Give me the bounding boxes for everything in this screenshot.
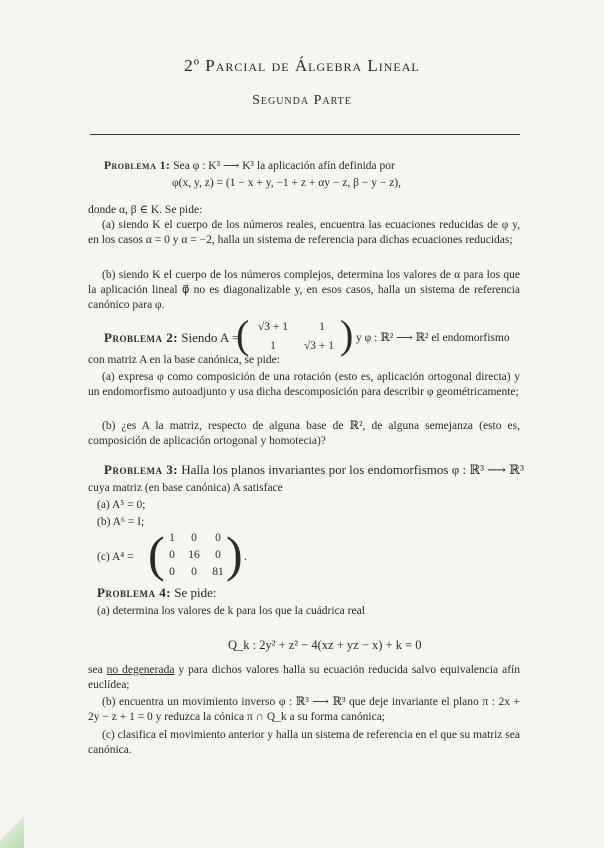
problem-1-label: Problema 1:: [104, 160, 171, 172]
problem-3-matrix: [148, 526, 243, 582]
problem-1-intro: Sea φ : K³ ⟶ K³ la aplicación afín definida por: [173, 160, 395, 172]
problem-4-label: Problema 4:: [97, 585, 172, 600]
matrix-cell: 1: [270, 340, 276, 352]
exam-title: 2º Parcial de Álgebra Lineal: [184, 56, 420, 75]
matrix-right-paren: ): [340, 312, 354, 357]
problem-4-part-b: (b) encuentra un movimiento inverso φ : ℝ³ ⟶ ℝ³ que deje invariante el plano π : 2x + 2y − z + 1 = 0 y reduzca la cónica π ∩ Q_k a su forma canónica;: [88, 696, 520, 723]
problem-1-part-b: (b) siendo K el cuerpo de los números complejos, determina los valores de α para los que la aplicación lineal φ⃗ no es diagonalizable y, en esos casos, halla un sistema de referencia canónico para φ.: [88, 269, 520, 311]
matrix-cell: √3 + 1: [257, 321, 289, 333]
problem-3-label: Problema 3:: [104, 462, 179, 477]
problem-3-part-c: (c) A⁴ =: [97, 551, 134, 563]
problem-3-part-a: (a) A⁵ = 0;: [97, 499, 146, 511]
problem-3-part-b: (b) A⁶ = I;: [97, 516, 145, 528]
matrix-left-paren: (: [148, 526, 165, 582]
text-run: y para dichos valores halla su ecuación reducida salvo equivalencia afín euclídea;: [88, 664, 520, 691]
problem-3-line2: cuya matriz (en base canónica) A satisface: [88, 482, 283, 494]
problem-4-header: [97, 585, 217, 601]
problem-1-header: [104, 159, 395, 173]
problem-1-part-a: (a) siendo K el cuerpo de los números reales, encuentra las ecuaciones reducidas de φ y, en los casos α = 0 y α = −2, halla un sistema de referencia para dichas ecuaciones reducidas;: [88, 219, 520, 246]
problem-4-part-c: (c) clasifica el movimiento anterior y halla un sistema de referencia en el que su matriz sea canónica.: [88, 729, 520, 756]
problem-1-formula: φ(x, y, z) = (1 − x + y, −1 + z + αy − z, β − y − z),: [172, 177, 402, 189]
problem-2-cont: con matriz A en la base canónica, se pide:: [88, 354, 280, 366]
matrix-cell: 0: [169, 566, 175, 578]
problem-2-part-b: (b) ¿es A la matriz, respecto de alguna base de ℝ², de alguna semejanza (esto es, composición de aplicación ortogonal y homotecia)?: [88, 420, 520, 447]
problem-2-after: y φ : ℝ² ⟶ ℝ² el endomorfismo: [356, 332, 510, 344]
text-run: no degenerada: [106, 664, 175, 676]
problem-3-line1: Halla los planos invariantes por los endomorfismos φ : ℝ³ ⟶ ℝ³: [181, 462, 524, 477]
problem-4-formula: Q_k : 2y² + z² − 4(xz + yz − x) + k = 0: [228, 638, 422, 652]
problem-3-header: [104, 462, 524, 478]
exam-subtitle: Segunda Parte: [252, 93, 352, 108]
problem-2-part-a: (a) expresa φ como composición de una rotación (esto es, aplicación ortogonal directa) y un endomorfismo autoadjunto y usa dicha descomposición para describir φ geométricamente;: [88, 371, 520, 398]
matrix-cell: 0: [169, 549, 175, 561]
problem-4-part-a-cont: [88, 663, 520, 693]
matrix-cell: 81: [212, 566, 224, 578]
matrix-cell: 0: [215, 532, 221, 544]
matrix-right-paren: ): [226, 526, 243, 582]
text-run: sea: [88, 664, 107, 676]
matrix-left-paren: (: [236, 312, 250, 357]
matrix-cell: 0: [191, 532, 197, 544]
problem-2-header: [104, 330, 239, 346]
problem-2-label: Problema 2:: [104, 330, 179, 345]
matrix-cell: √3 + 1: [303, 340, 335, 352]
problem-4-intro: Se pide:: [174, 585, 217, 600]
matrix-cell: 1: [319, 321, 325, 333]
page-corner-decoration: [0, 808, 24, 848]
problem-4-part-a: (a) determina los valores de k para los que la cuádrica real: [97, 605, 365, 617]
problem-1-where: donde α, β ∈ K. Se pide:: [88, 204, 203, 216]
problem-2-siendo: Siendo A =: [181, 330, 240, 345]
matrix-cell: 0: [215, 549, 221, 561]
problem-3-end: .: [244, 551, 247, 563]
divider: [90, 134, 520, 135]
matrix-cell: 1: [169, 532, 175, 544]
matrix-cell: 0: [191, 566, 197, 578]
matrix-cell: 16: [188, 549, 200, 561]
